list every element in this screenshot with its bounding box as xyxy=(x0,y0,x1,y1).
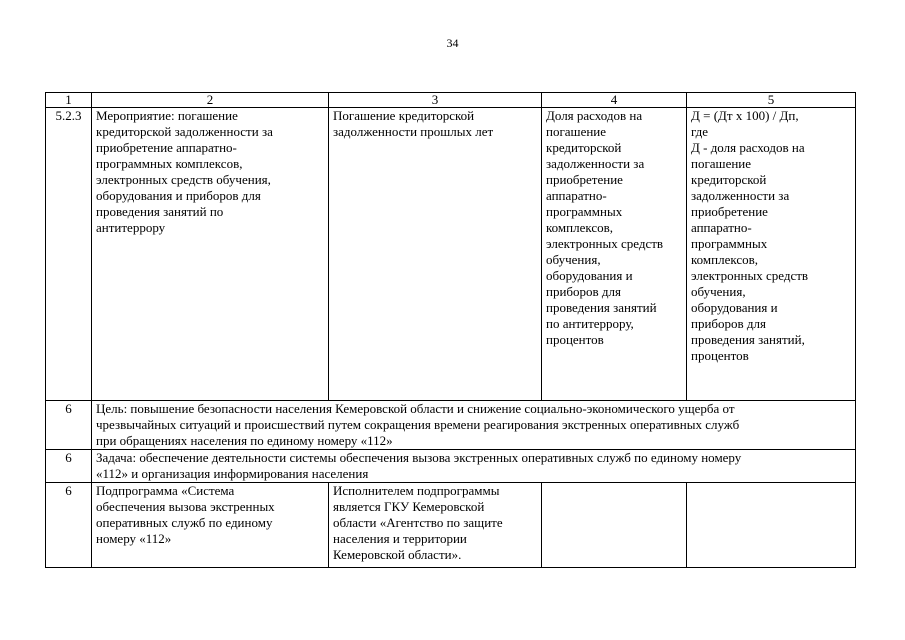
row-number: 6 xyxy=(46,401,92,450)
row-number: 6 xyxy=(46,450,92,483)
empty-cell-5 xyxy=(687,483,856,568)
formula-cell: Д = (Дт х 100) / Дп, где Д - доля расходов на погашение кредиторской задолженности за приобретение аппаратно- программных комплексов, электронных средств обучения, оборудования и приборов для проведения занятий, процентов xyxy=(687,108,856,401)
result-cell: Погашение кредиторской задолженности прошлых лет xyxy=(329,108,542,401)
subprogram-name-cell: Подпрограмма «Система обеспечения вызова экстренных оперативных служб по единому номеру «112» xyxy=(92,483,329,568)
program-table xyxy=(45,92,856,568)
activity-name-cell: Мероприятие: погашение кредиторской задолженности за приобретение аппаратно- программных комплексов, электронных средств обучения, оборудования и приборов для проведения занятий по антитеррору xyxy=(92,108,329,401)
row-number: 5.2.3 xyxy=(46,108,92,401)
empty-cell-4 xyxy=(542,483,687,568)
table-row-activity xyxy=(46,108,856,401)
header-cell-3: 3 xyxy=(329,93,542,108)
indicator-cell: Доля расходов на погашение кредиторской задолженности за приобретение аппаратно- программных комплексов, электронных средств обучения, оборудования и приборов для проведения занятий по антитеррору, процентов xyxy=(542,108,687,401)
table-row-task xyxy=(46,450,856,483)
header-cell-5: 5 xyxy=(687,93,856,108)
goal-cell: Цель: повышение безопасности населения Кемеровской области и снижение социально-экономического ущерба от чрезвычайных ситуаций и происшествий путем сокращения времени реагирования экстренных оперативных служб при обращениях населения по единому номеру «112» xyxy=(92,401,856,450)
table-row-subprogram xyxy=(46,483,856,568)
task-cell: Задача: обеспечение деятельности системы обеспечения вызова экстренных оперативных служб по единому номеру «112» и организация информирования населения xyxy=(92,450,856,483)
page-number: 34 xyxy=(446,36,459,50)
header-cell-2: 2 xyxy=(92,93,329,108)
executor-cell: Исполнителем подпрограммы является ГКУ Кемеровской области «Агентство по защите населения и территории Кемеровской области». xyxy=(329,483,542,568)
table-header-row xyxy=(46,93,856,108)
header-cell-4: 4 xyxy=(542,93,687,108)
table-row-goal xyxy=(46,401,856,450)
row-number: 6 xyxy=(46,483,92,568)
header-cell-1: 1 xyxy=(46,93,92,108)
